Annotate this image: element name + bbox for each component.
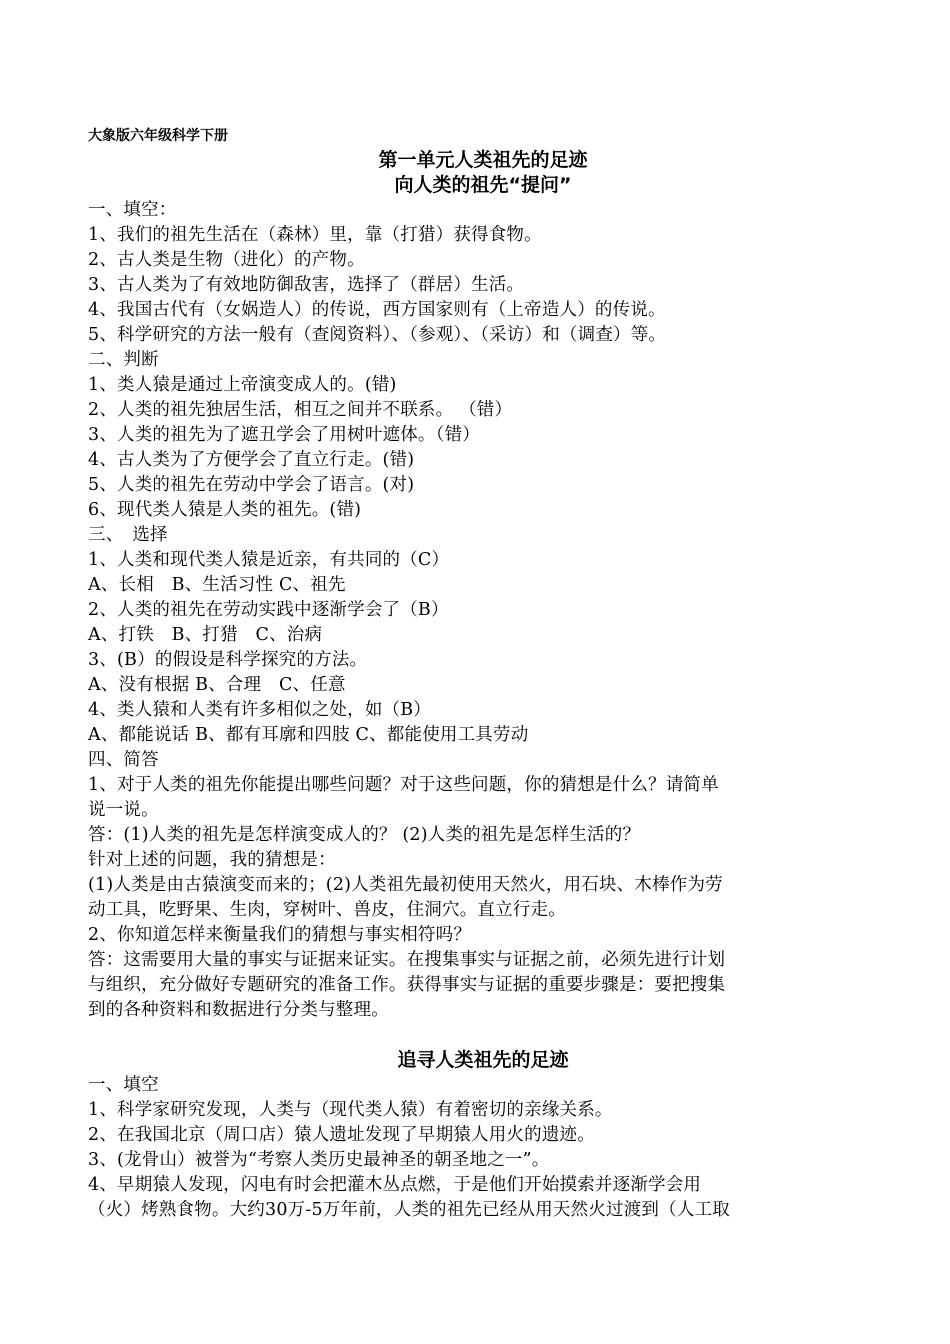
text-line: （火）烤熟食物。大约30万-5万年前，人类的祖先已经从用天然火过渡到（人工取 (88, 1200, 730, 1220)
text-line: 1、科学家研究发现，人类与（现代类人猿）有着密切的亲缘关系。 (88, 1100, 613, 1120)
text-line: 动工具，吃野果、生肉，穿树叶、兽皮，住洞穴。直立行走。 (88, 900, 566, 920)
text-line: 三、 选择 (88, 525, 168, 545)
text-line: 3、(龙骨山）被誉为“考察人类历史最神圣的朝圣地之一”。 (88, 1150, 550, 1170)
text-line: A、没有根据 B、合理 C、任意 (88, 675, 346, 695)
text-line: 6、现代类人猿是人类的祖先。(错) (88, 500, 362, 520)
text-line: 4、古人类为了方便学会了直立行走。(错) (88, 450, 415, 470)
text-line: 4、类人猿和人类有许多相似之处，如（B） (88, 700, 431, 720)
text-line: A、都能说话 B、都有耳廓和四肢 C、都能使用工具劳动 (88, 725, 529, 745)
text-line: 5、科学研究的方法一般有（查阅资料）、（参观）、（采访）和（调查）等。 (88, 325, 667, 345)
text-line: A、长相 B、生活习性 C、祖先 (88, 575, 346, 595)
document-header: 大象版六年级科学下册 (88, 128, 228, 144)
text-line: 2、古人类是生物（进化）的产物。 (88, 250, 365, 270)
text-line: 四、简答 (88, 750, 159, 770)
lesson1-title: 向人类的祖先“提问” (394, 174, 572, 196)
text-line: 2、你知道怎样来衡量我们的猜想与事实相符吗？ (88, 925, 472, 945)
lesson2-title: 追寻人类祖先的足迹 (397, 1049, 569, 1071)
text-line: 2、人类的祖先在劳动实践中逐渐学会了（B） (88, 600, 449, 620)
text-line: 5、人类的祖先在劳动中学会了语言。(对) (88, 475, 415, 495)
document-page (88, 124, 878, 1223)
text-line: 答：(1)人类的祖先是怎样演变成人的？ (2)人类的祖先是怎样生活的？ (88, 825, 641, 845)
text-line: 1、对于人类的祖先你能提出哪些问题？对于这些问题，你的猜想是什么？请简单 (88, 775, 719, 795)
lesson1-body (88, 198, 878, 1023)
text-line: 3、人类的祖先为了遮丑学会了用树叶遮体。（错） (88, 425, 480, 445)
section-gap (88, 1023, 878, 1048)
text-line: 3、(B）的假设是科学探究的方法。 (88, 650, 368, 670)
text-line: 1、我们的祖先生活在（森林）里，靠（打猎）获得食物。 (88, 225, 542, 245)
text-line: 2、人类的祖先独居生活，相互之间并不联系。 （错） (88, 400, 513, 420)
text-line: 3、古人类为了有效地防御敌害，选择了（群居）生活。 (88, 275, 525, 295)
lesson2-body (88, 1073, 878, 1223)
text-line: A、打铁 B、打猎 C、治病 (88, 625, 323, 645)
text-line: (1)人类是由古猿演变而来的；(2)人类祖先最初使用天然火，用石块、木棒作为劳 (88, 875, 723, 895)
text-line: 说一说。 (88, 800, 159, 820)
text-line: 针对上述的问题，我的猜想是： (88, 850, 336, 870)
text-line: 一、填空： (88, 200, 177, 220)
text-line: 到的各种资料和数据进行分类与整理。 (88, 1000, 389, 1020)
unit-title: 第一单元人类祖先的足迹 (378, 149, 588, 171)
text-line: 2、在我国北京（周口店）猿人遗址发现了早期猿人用火的遗迹。 (88, 1125, 595, 1145)
text-line: 4、我国古代有（女娲造人）的传说，西方国家则有（上帝造人）的传说。 (88, 300, 666, 320)
text-line: 一、填空 (88, 1075, 159, 1095)
text-line: 二、判断 (88, 350, 159, 370)
text-line: 1、类人猿是通过上帝演变成人的。(错) (88, 375, 397, 395)
text-line: 与组织，充分做好专题研究的准备工作。获得事实与证据的重要步骤是：要把搜集 (88, 975, 726, 995)
text-line: 答：这需要用大量的事实与证据来证实。在搜集事实与证据之前，必须先进行计划 (88, 950, 726, 970)
text-line: 4、早期猿人发现，闪电有时会把灌木丛点燃，于是他们开始摸索并逐渐学会用 (88, 1175, 702, 1195)
text-line: 1、人类和现代类人猿是近亲，有共同的（C） (88, 550, 450, 570)
